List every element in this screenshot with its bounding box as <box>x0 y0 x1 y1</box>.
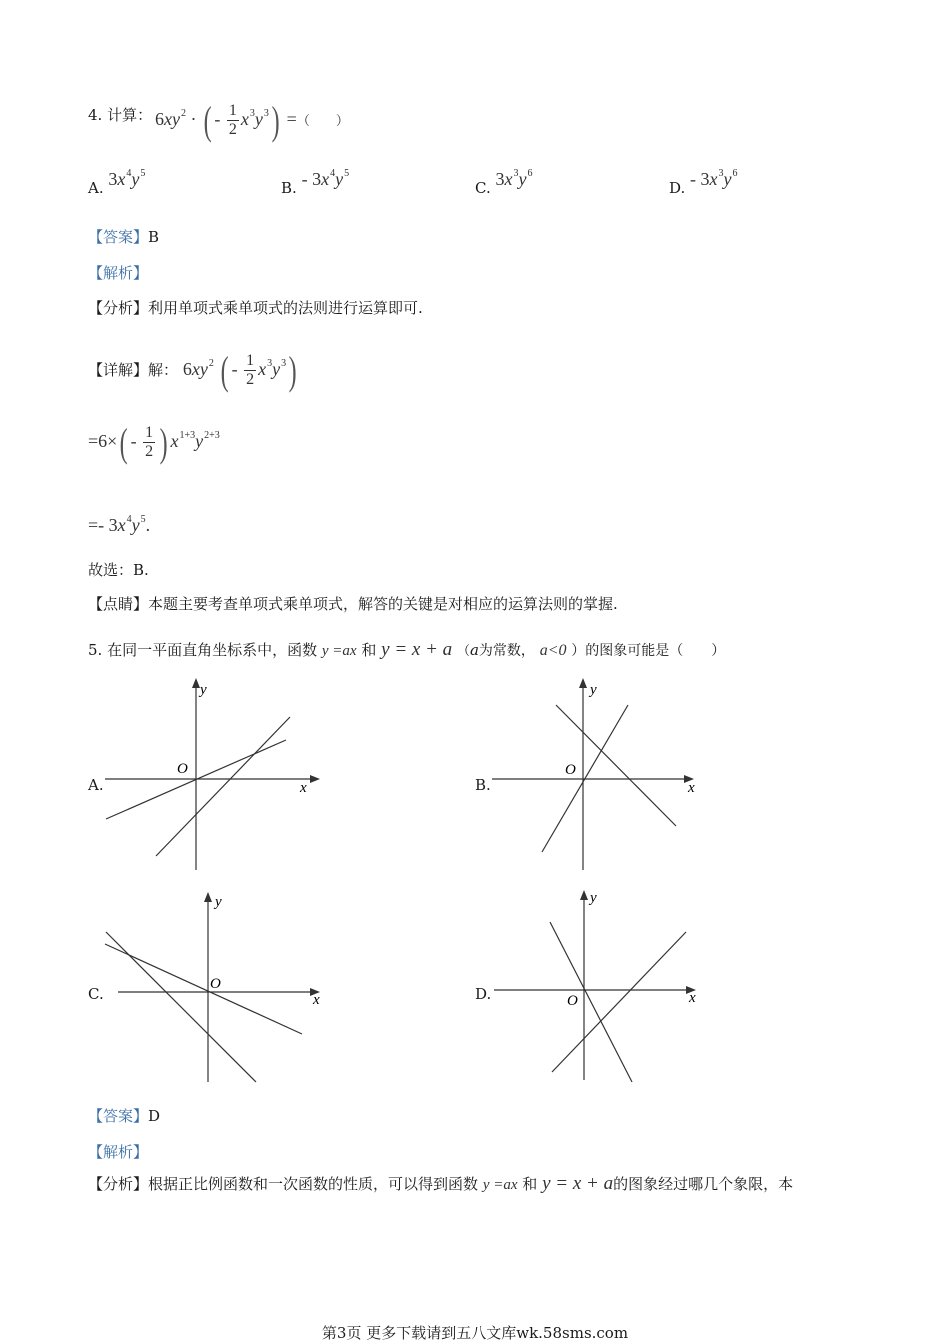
q5-graph-a <box>100 676 340 876</box>
svg-text:O: O <box>565 762 576 778</box>
q4-xiangjie: 【详解】解： $6xy^2$ ( - $\frac{1}{2}$ $x^3y^3$) <box>88 347 297 393</box>
q4-step1: =6×( - $\frac{1}{2}$ ) $x^{1+3}y^{2+3}$ <box>88 419 220 465</box>
q5-graph-d <box>486 884 726 1084</box>
svg-text:x: x <box>300 780 307 796</box>
svg-text:y: y <box>215 894 222 910</box>
svg-text:O: O <box>210 976 221 992</box>
q5-option-c-label: C. <box>88 985 104 1003</box>
svg-text:y: y <box>590 682 597 698</box>
q5-analysis-tag: 【解析】 <box>88 1143 149 1161</box>
q5-graph-c <box>100 886 340 1086</box>
svg-text:O: O <box>177 761 188 777</box>
svg-text:y: y <box>590 890 597 906</box>
svg-text:x: x <box>688 780 695 796</box>
q4-option-d: D. - $3x^3y^6$ <box>669 168 738 197</box>
q5-graph-b <box>486 676 726 876</box>
svg-text:y: y <box>200 682 207 698</box>
q5-option-a-label: A. <box>88 776 104 794</box>
q4-option-c: C. $3x^3y^6$ <box>475 168 533 197</box>
q5-stem: 5. 在同一平面直角坐标系中，函数 y =ax 和 y = x + a （a为常数， a<0 ）的图象可能是（ ） <box>88 639 726 660</box>
q5-answer: 【答案】D <box>88 1107 161 1125</box>
q4-fraction: $\frac{1}{2}$ <box>228 102 237 139</box>
q4-stem-prefix: 计算： <box>107 106 153 124</box>
q4-expression: $6xy^2$ · ( - $\frac{1}{2}$ $x^3y^3$) =（ ） <box>155 97 349 143</box>
page-footer: 第3页 更多下载请到五八文库wk.58sms.com <box>321 1324 629 1342</box>
q4-stem <box>88 98 152 132</box>
q4-fenxi: 【分析】利用单项式乘单项式的法则进行运算即可. <box>88 299 423 317</box>
q5-fenxi: 【分析】根据正比例函数和一次函数的性质，可以得到函数 y =ax 和 y = x + a的图象经过哪几个象限，本 <box>88 1173 794 1194</box>
q4-option-b: B. - $3x^4y^5$ <box>281 168 350 197</box>
q4-choose: 故选：B. <box>88 561 149 579</box>
q4-analysis-tag: 【解析】 <box>88 264 149 282</box>
svg-text:x: x <box>689 990 696 1006</box>
q4-step2: =- $3x^4y^5$. <box>88 514 151 535</box>
q5-option-b-label: B. <box>475 776 491 794</box>
q4-number: 4. <box>88 106 103 124</box>
q4-option-a: A. $3x^4y^5$ <box>88 168 146 197</box>
q5-option-d-label: D. <box>475 985 492 1003</box>
q4-dianjing: 【点睛】本题主要考查单项式乘单项式，解答的关键是对相应的运算法则的掌握. <box>88 595 618 613</box>
svg-text:x: x <box>313 992 320 1008</box>
q4-answer: 【答案】B <box>88 228 160 246</box>
svg-text:O: O <box>567 993 578 1009</box>
